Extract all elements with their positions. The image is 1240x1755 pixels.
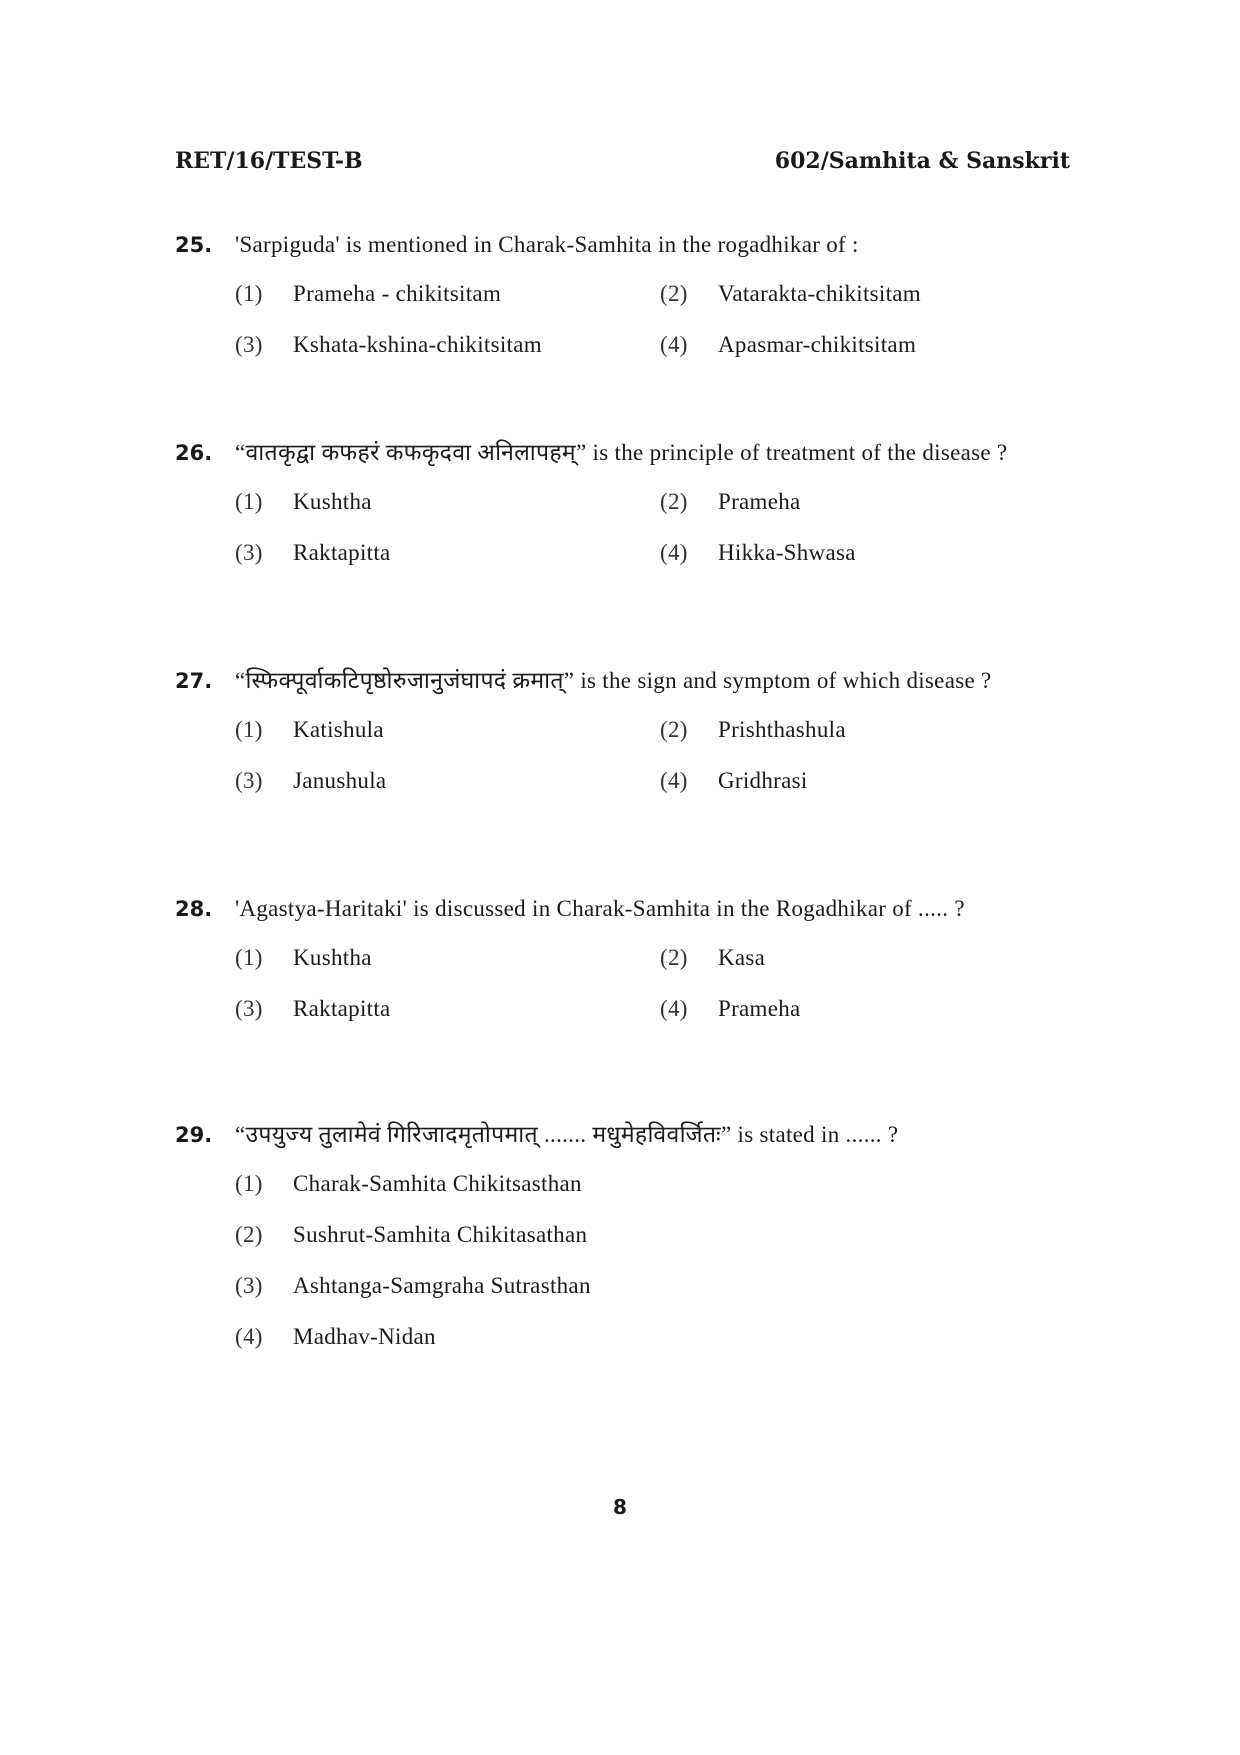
options-list	[235, 476, 1080, 578]
header-subject: 602/Samhita & Sanskrit	[774, 148, 1070, 174]
options-list	[235, 1158, 1080, 1362]
question-number: 28.	[175, 897, 213, 921]
header-code: RET/16/TEST-B	[175, 148, 363, 174]
option: (2) Sushrut-Samhita Chikitasathan	[235, 1222, 588, 1247]
option: (1) Charak-Samhita Chikitsasthan	[235, 1171, 582, 1196]
question-number: 29.	[175, 1123, 213, 1147]
option: (1) Prameha - chikitsitam	[235, 281, 502, 306]
question-text: “वातकृद्वा कफहरं कफकृदवा अनिलापहम्” is the principle of treatment of the disease ?	[235, 440, 1008, 465]
option: (3) Raktapitta	[235, 540, 391, 565]
option: (4) Hikka-Shwasa	[660, 540, 856, 565]
options-list	[235, 268, 1080, 370]
option: (2) Vatarakta-chikitsitam	[660, 281, 922, 306]
question-text: 'Agastya-Haritaki' is discussed in Charak-Samhita in the Rogadhikar of ..... ?	[235, 896, 965, 921]
option: (4) Apasmar-chikitsitam	[660, 332, 917, 357]
option: (1) Kushtha	[235, 489, 372, 514]
question-29	[175, 1112, 1080, 1362]
options-list	[235, 932, 1080, 1034]
option: (2) Prameha	[660, 489, 801, 514]
page-number: 8	[613, 1495, 627, 1519]
question-number: 25.	[175, 233, 213, 257]
options-list	[235, 704, 1080, 806]
option: (1) Katishula	[235, 717, 384, 742]
option: (4) Madhav-Nidan	[235, 1324, 436, 1349]
option: (3) Raktapitta	[235, 996, 391, 1021]
question-number: 27.	[175, 669, 213, 693]
option: (2) Kasa	[660, 945, 766, 970]
option: (3) Kshata-kshina-chikitsitam	[235, 332, 542, 357]
question-text: “उपयुज्य तुलामेवं गिरिजादमृतोपमात् ....... मधुमेहविवर्जितः” is stated in ...... ?	[235, 1122, 899, 1147]
question-26	[175, 430, 1080, 578]
question-text: “स्फिक्पूर्वाकटिपृष्ठोरुजानुजंघापदं क्रमात्” is the sign and symptom of which disease ?	[235, 668, 992, 693]
option: (2) Prishthashula	[660, 717, 846, 742]
option: (3) Ashtanga-Samgraha Sutrasthan	[235, 1273, 591, 1298]
question-25	[175, 222, 1080, 370]
option: (1) Kushtha	[235, 945, 372, 970]
question-27	[175, 658, 1080, 806]
option: (4) Gridhrasi	[660, 768, 808, 793]
question-28	[175, 886, 1080, 1034]
option: (3) Janushula	[235, 768, 387, 793]
option: (4) Prameha	[660, 996, 801, 1021]
question-number: 26.	[175, 441, 213, 465]
question-text: 'Sarpiguda' is mentioned in Charak-Samhita in the rogadhikar of :	[235, 232, 859, 257]
page-header	[175, 148, 1070, 174]
